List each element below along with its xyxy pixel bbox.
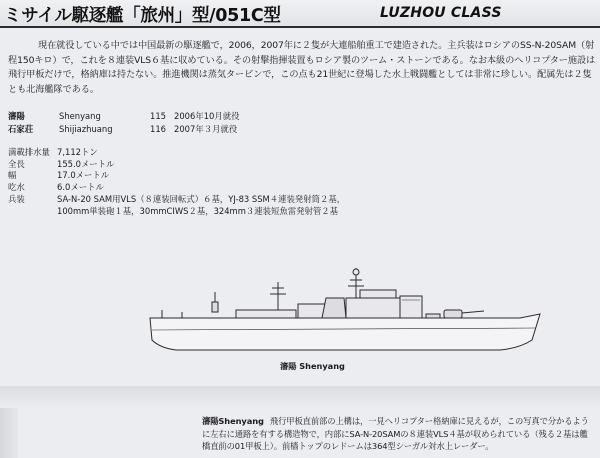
intro-paragraph: 現在就役している中では中国最新の駆逐艦で，2006，2007年に２隻が大連船舶重工で建造された。主兵装はロシアのSS-N-20SAM（射程150キロ）で，これを８連装VLS６基に収めている。その射撃指揮装置もロシア製のツーム・ストーンである。なお本級のヘリコプター施設は飛行甲板だけで，格納庫は持たない。推進機関は蒸気タービンで，この点も21世紀に登場した水上戦闘艦としては非常に珍しい。配属先は２隻とも北海艦隊である。	[8, 40, 596, 95]
spec-label: 吃水	[8, 182, 25, 193]
spec-value: 17.0メートル	[57, 170, 110, 181]
spec-row	[8, 206, 428, 218]
spec-row	[8, 170, 428, 182]
spec-value: 7,112トン	[57, 147, 98, 157]
ship-row	[8, 123, 308, 136]
spec-table	[8, 147, 428, 217]
spec-value: 155.0メートル	[57, 158, 115, 169]
photo-caption-title: 瀋陽Shenyang	[202, 416, 264, 426]
figure-caption: 瀋陽 Shenyang	[280, 361, 345, 371]
spec-value: SA-N-20 SAM用VLS（８連装回転式）６基，YJ-83 SSM４連装発射筒２基，	[57, 193, 346, 204]
spec-row	[8, 194, 428, 206]
ship-name-en: Shijiazhuang	[59, 124, 113, 134]
photo-edge	[0, 408, 18, 458]
ship-row	[8, 110, 308, 123]
spec-label: 満載排水量	[8, 147, 50, 157]
hull-number: 115	[150, 111, 166, 121]
title-band	[0, 0, 600, 28]
ship-name-jp: 瀋陽	[8, 111, 25, 121]
ship-name-jp: 石家荘	[8, 124, 34, 134]
ship-list	[8, 110, 308, 136]
hull-number: 116	[150, 124, 166, 134]
spec-row	[8, 147, 428, 159]
spec-row	[8, 159, 428, 171]
commission-date: 2006年10月就役	[174, 111, 240, 121]
spec-label: 兵装	[8, 193, 25, 204]
spec-label: 全長	[8, 158, 25, 169]
photo-caption-text: 飛行甲板直前部の上構は，一見ヘリコプター格納庫に見えるが，この写真で分かるように左右に通路を有する構造物で，内部にSA-N-20SAMの８連装VLS４基が収められている（残る２基は艦橋直前の01甲板上）。前檣トップのレドームは364型シーガル対水上レーダー。	[202, 416, 589, 451]
photo-caption	[202, 415, 594, 453]
spec-value: 6.0メートル	[57, 182, 104, 193]
class-name-en: LUZHOU CLASS	[380, 5, 502, 21]
ship-name-en: Shenyang	[59, 111, 101, 121]
page-title: ミサイル駆逐艦「旅州」型/051C型	[4, 6, 281, 26]
spec-row	[8, 182, 428, 194]
photo-strip	[0, 386, 600, 408]
spec-label: 幅	[8, 170, 17, 181]
commission-date: 2007年３月就役	[174, 124, 238, 134]
spec-value: 100mm単装砲１基，30mmCIWS２基，324mm３連装短魚雷発射管２基	[57, 205, 338, 216]
